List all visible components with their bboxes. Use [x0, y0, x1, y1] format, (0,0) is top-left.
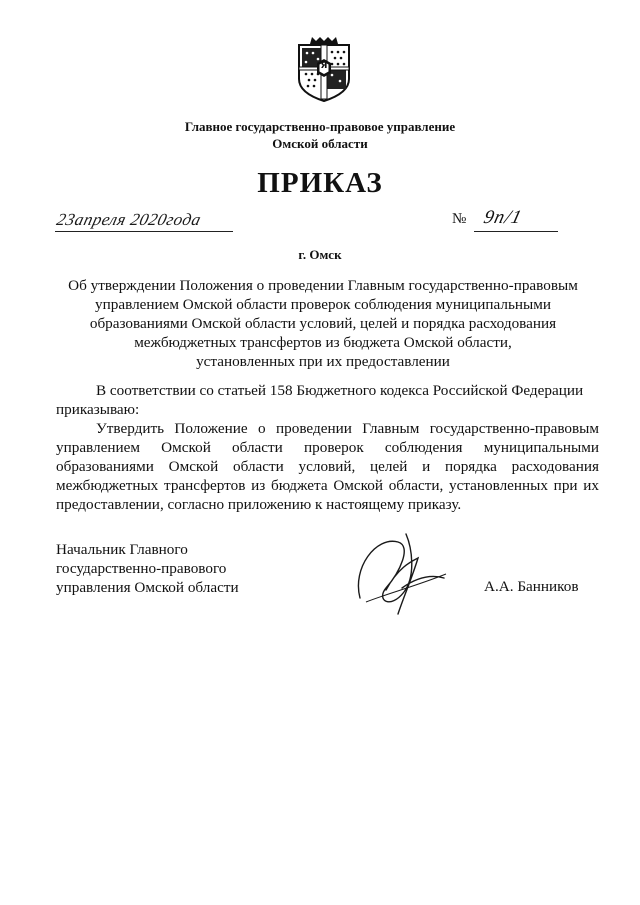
resolution-line: образованиями Омской области условий, целей и порядка расходования: [56, 458, 599, 475]
city-label: г. Омск: [298, 247, 342, 262]
resolution-line: межбюджетных трансфертов из бюджета Омской области, установленных при их: [56, 477, 599, 494]
subject-line: межбюджетных трансфертов из бюджета Омской области,: [134, 334, 512, 351]
number-underline: [474, 231, 558, 232]
subject-line: установленных при их предоставлении: [196, 353, 450, 370]
signatory-name: А.А. Банников: [484, 578, 579, 595]
date-underline: [55, 231, 233, 232]
document-title: ПРИКАЗ: [257, 167, 383, 199]
handwritten-date: 23апреля 2020года: [54, 210, 204, 229]
handwritten-signature: [346, 528, 456, 618]
organization-name-line-2: Омской области: [272, 136, 368, 151]
order-body: [56, 381, 599, 514]
position-line: Начальник Главного: [56, 541, 188, 558]
subject-line: управлением Омской области проверок соблюдения муниципальными: [95, 296, 551, 313]
resolution-line: предоставлении, согласно приложению к настоящему приказу.: [56, 496, 462, 513]
organization-name-line-1: Главное государственно-правовое управление: [184, 119, 456, 134]
resolution-line: управлением Омской области проверок соблюдения муниципальными: [56, 439, 599, 456]
preamble-line: В соответствии со статьей 158 Бюджетного кодекса Российской Федерации: [96, 382, 584, 399]
handwritten-order-number: 9п/1: [481, 207, 525, 228]
emblem-letter: Я: [320, 61, 328, 71]
resolution-line: Утвердить Положение о проведении Главным государственно-правовым: [96, 420, 599, 437]
position-line: управления Омской области: [56, 579, 239, 596]
preamble-order-word: приказываю:: [56, 401, 140, 418]
order-subject: [56, 276, 590, 371]
signatory-position: [56, 540, 239, 597]
position-line: государственно-правового: [56, 560, 227, 577]
number-sign: №: [452, 211, 467, 227]
subject-line: образованиями Омской области условий, целей и порядка расходования: [89, 315, 557, 332]
subject-line: Об утверждении Положения о проведении Главным государственно-правовым: [68, 277, 578, 294]
